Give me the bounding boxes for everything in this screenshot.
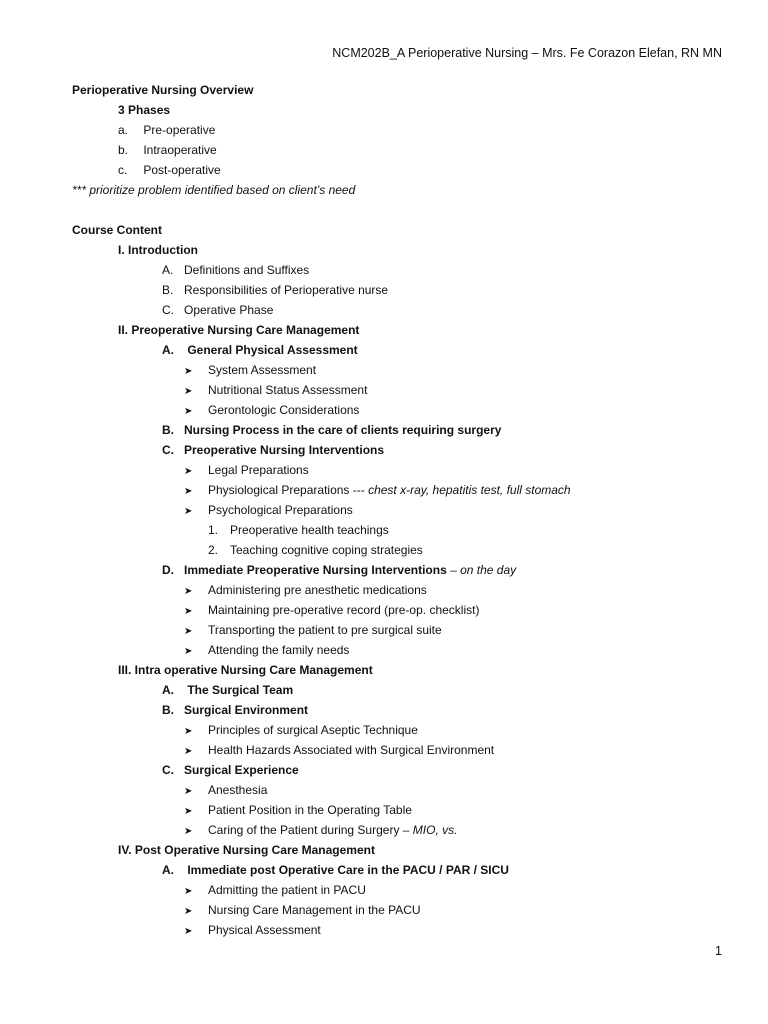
bullet-item xyxy=(72,380,732,400)
arrow-bullet-icon: ➤ xyxy=(184,906,193,917)
bullet-item xyxy=(72,500,732,520)
bullet-text: Health Hazards Associated with Surgical Environment xyxy=(208,743,495,757)
arrow-bullet-icon: ➤ xyxy=(184,786,193,797)
list-item xyxy=(72,260,732,280)
numbered-item xyxy=(72,520,732,540)
item-text: Nursing Process in the care of clients requiring surgery xyxy=(184,423,502,437)
arrow-bullet-icon: ➤ xyxy=(184,886,193,897)
list-item xyxy=(72,420,732,440)
bullet-text: Legal Preparations xyxy=(208,463,309,477)
list-marker: C. xyxy=(162,303,174,317)
bullet-item xyxy=(72,480,732,500)
bullet-item xyxy=(72,360,732,380)
bullet-note: chest x-ray, hepatitis test, full stomach xyxy=(368,483,571,497)
bullet-item xyxy=(72,900,732,920)
arrow-bullet-icon: ➤ xyxy=(184,726,193,737)
bullet-text: Physiological Preparations --- xyxy=(208,483,365,497)
bullet-text: Admitting the patient in PACU xyxy=(208,883,366,897)
item-text: Immediate post Operative Care in the PACU / PAR / SICU xyxy=(187,863,509,877)
overview-title: Perioperative Nursing Overview xyxy=(72,83,254,97)
phase-item xyxy=(72,140,732,160)
bullet-text: Patient Position in the Operating Table xyxy=(208,803,412,817)
bullet-item xyxy=(72,720,732,740)
bullet-item xyxy=(72,580,732,600)
arrow-bullet-icon: ➤ xyxy=(184,626,193,637)
phase-text: Pre-operative xyxy=(143,123,216,137)
list-marker: A. xyxy=(162,863,174,877)
bullet-text: Principles of surgical Aseptic Technique xyxy=(208,723,418,737)
item-text: Operative Phase xyxy=(184,303,274,317)
bullet-item xyxy=(72,600,732,620)
arrow-bullet-icon: ➤ xyxy=(184,586,193,597)
list-marker: 1. xyxy=(208,523,219,537)
arrow-bullet-icon: ➤ xyxy=(184,366,193,377)
item-text: Preoperative health teachings xyxy=(230,523,389,537)
bullet-item xyxy=(72,400,732,420)
list-item xyxy=(72,680,732,700)
bullet-text: Gerontologic Considerations xyxy=(208,403,360,417)
list-marker: a. xyxy=(118,123,129,137)
phase-item xyxy=(72,120,732,140)
item-text: Immediate Preoperative Nursing Interventions xyxy=(184,563,447,577)
page-header: NCM202B_A Perioperative Nursing – Mrs. Fe Corazon Elefan, RN MN xyxy=(332,46,722,60)
item-text: Surgical Experience xyxy=(184,763,299,777)
arrow-bullet-icon: ➤ xyxy=(184,506,193,517)
arrow-bullet-icon: ➤ xyxy=(184,386,193,397)
list-marker: B. xyxy=(162,283,174,297)
course-title: Course Content xyxy=(72,223,162,237)
list-item xyxy=(72,300,732,320)
bullet-text: Caring of the Patient during Surgery xyxy=(208,823,400,837)
item-text: Preoperative Nursing Interventions xyxy=(184,443,385,457)
bullet-text: Psychological Preparations xyxy=(208,503,353,517)
priority-note: *** prioritize problem identified based on client’s need xyxy=(72,183,356,197)
list-marker: A. xyxy=(162,263,174,277)
section-title-2: II. Preoperative Nursing Care Management xyxy=(118,323,360,337)
item-text: General Physical Assessment xyxy=(187,343,358,357)
section-title-1: I. Introduction xyxy=(118,243,198,257)
phase-text: Post-operative xyxy=(143,163,221,177)
bullet-item xyxy=(72,640,732,660)
item-text: Definitions and Suffixes xyxy=(184,263,310,277)
bullet-item xyxy=(72,780,732,800)
list-item xyxy=(72,860,732,880)
bullet-text: Nursing Care Management in the PACU xyxy=(208,903,421,917)
bullet-item xyxy=(72,740,732,760)
bullet-item xyxy=(72,800,732,820)
list-marker: A. xyxy=(162,343,174,357)
bullet-text: Anesthesia xyxy=(208,783,268,797)
list-marker: B. xyxy=(162,423,174,437)
arrow-bullet-icon: ➤ xyxy=(184,486,193,497)
bullet-text: Transporting the patient to pre surgical suite xyxy=(208,623,442,637)
arrow-bullet-icon: ➤ xyxy=(184,406,193,417)
arrow-bullet-icon: ➤ xyxy=(184,606,193,617)
list-item xyxy=(72,560,732,580)
bullet-item xyxy=(72,920,732,940)
numbered-item xyxy=(72,540,732,560)
bullet-item xyxy=(72,620,732,640)
list-marker: c. xyxy=(118,163,128,177)
phases-title: 3 Phases xyxy=(118,103,171,117)
phase-item xyxy=(72,160,732,180)
bullet-text: Administering pre anesthetic medications xyxy=(208,583,427,597)
list-marker: D. xyxy=(162,563,174,577)
list-item xyxy=(72,280,732,300)
arrow-bullet-icon: ➤ xyxy=(184,926,193,937)
bullet-item xyxy=(72,460,732,480)
bullet-text: Maintaining pre-operative record (pre-op. checklist) xyxy=(208,603,480,617)
list-item xyxy=(72,760,732,780)
arrow-bullet-icon: ➤ xyxy=(184,746,193,757)
bullet-note: – MIO, vs. xyxy=(402,823,458,837)
page-number: 1 xyxy=(715,944,722,958)
list-marker: B. xyxy=(162,703,174,717)
list-item xyxy=(72,700,732,720)
item-note: – on the day xyxy=(450,563,517,577)
list-marker: C. xyxy=(162,763,174,777)
arrow-bullet-icon: ➤ xyxy=(184,826,193,837)
list-marker: 2. xyxy=(208,543,219,557)
bullet-text: Attending the family needs xyxy=(208,643,350,657)
bullet-text: Nutritional Status Assessment xyxy=(208,383,368,397)
list-marker: C. xyxy=(162,443,174,457)
arrow-bullet-icon: ➤ xyxy=(184,466,193,477)
arrow-bullet-icon: ➤ xyxy=(184,646,193,657)
item-text: The Surgical Team xyxy=(187,683,294,697)
item-text: Surgical Environment xyxy=(184,703,309,717)
bullet-item xyxy=(72,820,732,840)
bullet-item xyxy=(72,880,732,900)
bullet-text: Physical Assessment xyxy=(208,923,321,937)
document-body xyxy=(72,80,732,940)
section-title-4: IV. Post Operative Nursing Care Management xyxy=(118,843,375,857)
list-marker: A. xyxy=(162,683,174,697)
phase-text: Intraoperative xyxy=(143,143,217,157)
arrow-bullet-icon: ➤ xyxy=(184,806,193,817)
list-item xyxy=(72,440,732,460)
list-item xyxy=(72,340,732,360)
item-text: Teaching cognitive coping strategies xyxy=(230,543,423,557)
list-marker: b. xyxy=(118,143,129,157)
bullet-text: System Assessment xyxy=(208,363,317,377)
item-text: Responsibilities of Perioperative nurse xyxy=(184,283,389,297)
section-title-3: III. Intra operative Nursing Care Management xyxy=(118,663,373,677)
